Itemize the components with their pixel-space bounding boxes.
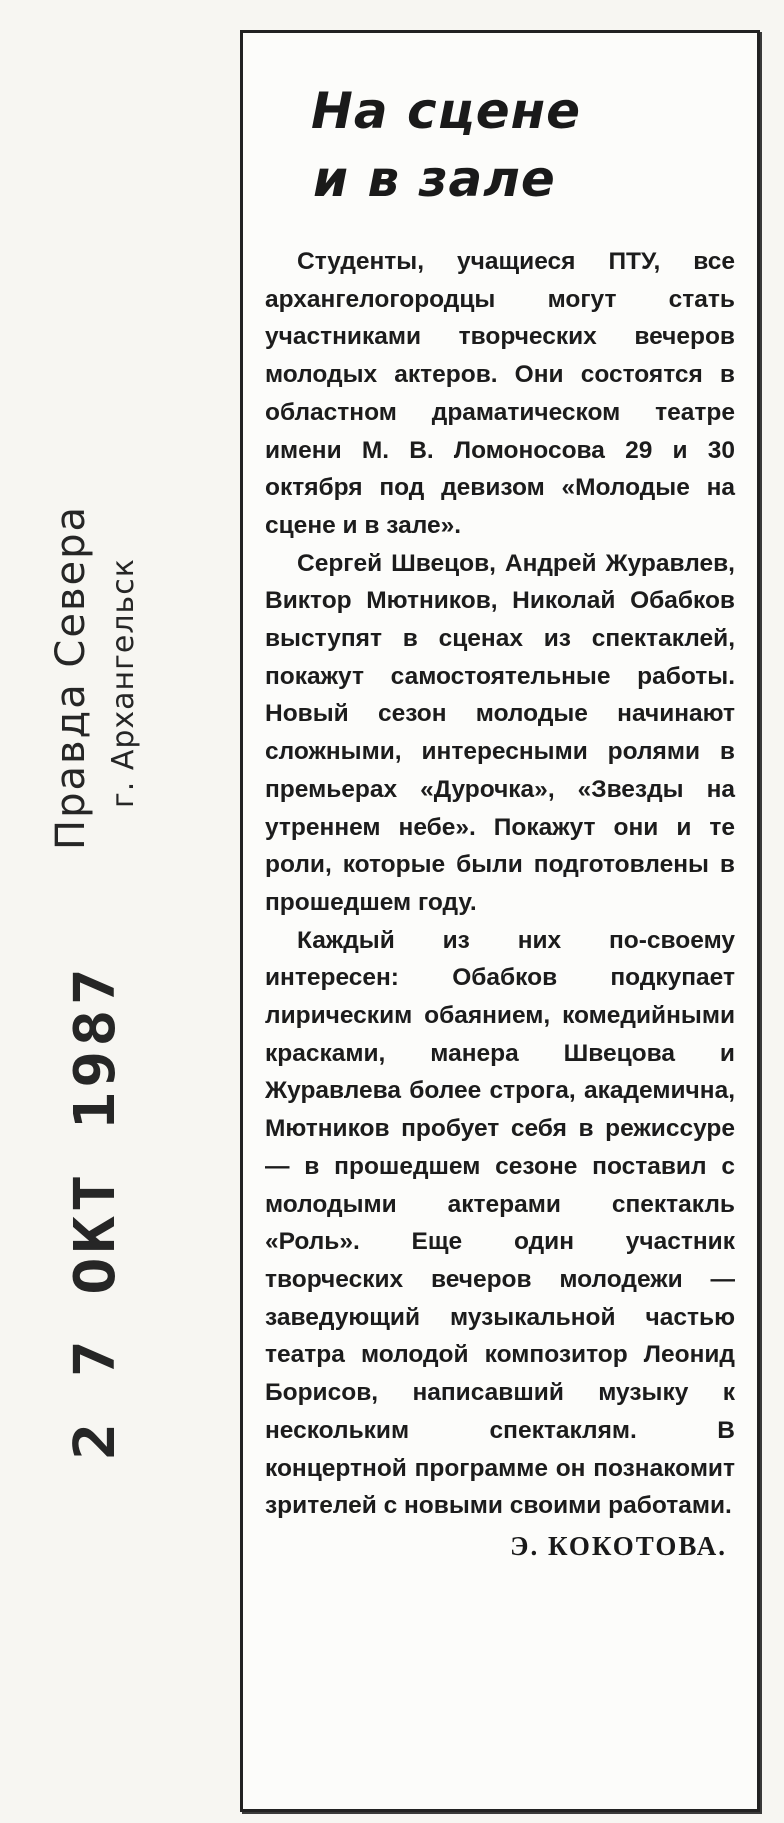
stamp-date: 2 7 ОКТ 1987 bbox=[62, 964, 128, 1460]
stamp-city: г. Архангельск bbox=[106, 558, 141, 808]
article-paragraph-1: Студенты, учащиеся ПТУ, все архангелогородцы могут стать участниками творческих вечеров молодых актеров. Они состоятся в областном драматическом театре имени М. В. Ломоносова 29 и 30 октября под девизом «Молодые на сцене и в зале». bbox=[265, 248, 735, 539]
article-headline bbox=[243, 77, 757, 213]
stamp-newspaper-name: Правда Севера bbox=[48, 504, 94, 850]
headline-line-1: На сцене bbox=[311, 82, 582, 140]
article-body bbox=[265, 243, 735, 1525]
article-paragraph-3: Каждый из них по-своему интересен: Обабков подкупает лирическим обаянием, комедийными красками, манера Швецова и Журавлева более строга, академична, Мютников пробует себя в режиссуре — в прошедшем сезоне поставил с молодыми актерами спектакль «Роль». Еще один участник творческих вечеров молодежи — заведующий музыкальной частью театра молодой композитор Леонид Борисов, написавший музыку к нескольким спектаклям. В концертной программе он познакомит зрителей с новыми своими работами. bbox=[265, 926, 735, 1520]
headline-line-2: и в зале bbox=[313, 150, 556, 208]
article-paragraph-2: Сергей Швецов, Андрей Журавлев, Виктор Мютников, Николай Обабков выступят в сценах из спектаклей, покажут самостоятельные работы. Новый сезон молодые начинают сложными, интересными ролями в премьерах «Дурочка», «Звезды на утреннем небе». Покажут они и те роли, которые были подготовлены в прошедшем году. bbox=[265, 549, 735, 916]
newspaper-clipping bbox=[240, 30, 760, 1812]
author-signature: Э. КОКОТОВА. bbox=[510, 1530, 727, 1561]
